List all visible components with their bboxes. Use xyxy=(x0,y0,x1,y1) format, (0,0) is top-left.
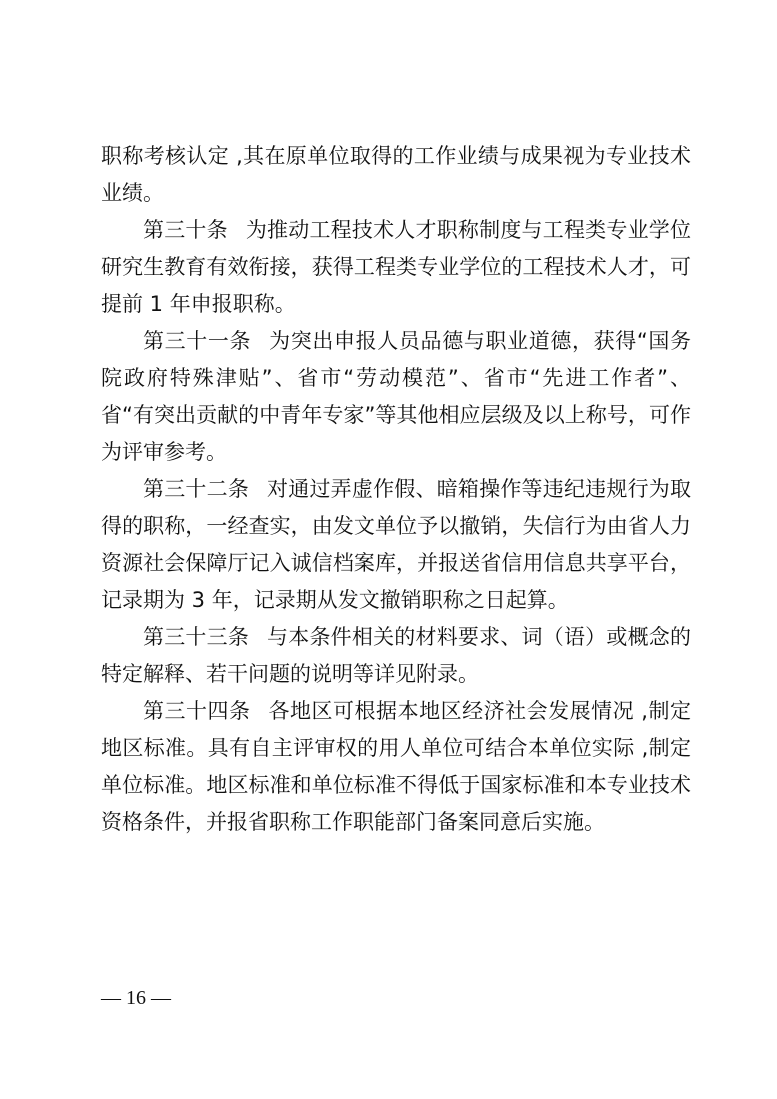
paragraph-article-33 xyxy=(101,619,691,693)
article-number: 第三十三条 xyxy=(143,625,250,649)
paragraph-text: 各地区可根据本地区经济社会发展情况 ,制定地区标准。具有自主评审权的用人单位可结合本单位实际 ,制定单位标准。地区标准和单位标准不得低于国家标准和本专业技术资格条件，并报省职称工作职能部门备案同意后实施。 xyxy=(101,699,691,834)
paragraph-text: 职称考核认定 ,其在原单位取得的工作业绩与成果视为专业技术业绩。 xyxy=(101,144,691,205)
document-body xyxy=(101,138,691,841)
paragraph-article-32 xyxy=(101,471,691,619)
paragraph-text: 与本条件相关的材料要求、词（语）或概念的特定解释、若干问题的说明等详见附录。 xyxy=(101,625,692,686)
paragraph-continuation xyxy=(101,138,691,212)
paragraph-article-30 xyxy=(101,212,691,323)
article-number: 第三十四条 xyxy=(143,699,251,723)
article-number: 第三十一条 xyxy=(143,329,252,353)
article-number: 第三十条 xyxy=(143,218,228,242)
paragraph-text: 为推动工程技术人才职称制度与工程类专业学位研究生教育有效衔接，获得工程类专业学位的工程技术人才，可提前 1 年申报职称。 xyxy=(101,218,692,316)
paragraph-text: 为突出申报人员品德与职业道德，获得“国务院政府特殊津贴”、省市“劳动模范”、省市“先进工作者”、省“有突出贡献的中青年专家”等其他相应层级及以上称号，可作为评审参考。 xyxy=(101,329,691,464)
paragraph-article-31 xyxy=(101,323,691,471)
article-number: 第三十二条 xyxy=(143,477,250,501)
paragraph-article-34 xyxy=(101,693,691,841)
page-number: — 16 — xyxy=(101,987,171,1009)
paragraph-text: 对通过弄虚作假、暗箱操作等违纪违规行为取得的职称，一经查实，由发文单位予以撤销，失信行为由省人力资源社会保障厅记入诚信档案库，并报送省信用信息共享平台，记录期为 3 年，记录期从发文撤销职称之日起算。 xyxy=(101,477,692,612)
